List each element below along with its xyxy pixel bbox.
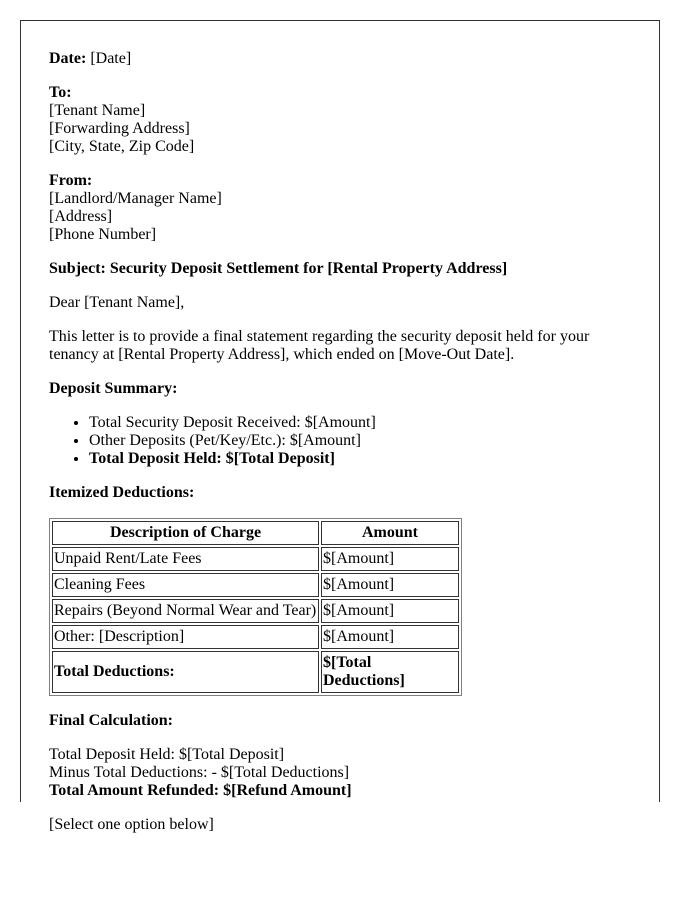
- charge-description: Unpaid Rent/Late Fees: [52, 547, 319, 571]
- table-row: [52, 599, 459, 623]
- forwarding-address: [Forwarding Address]: [49, 120, 190, 137]
- select-option-note: [Select one option below]: [49, 816, 214, 833]
- table-total-row: [52, 651, 459, 693]
- table-row: [52, 573, 459, 597]
- deposit-summary-heading: Deposit Summary:: [49, 380, 178, 397]
- charge-amount: $[Amount]: [321, 599, 459, 623]
- date-line: [49, 50, 631, 68]
- itemized-deductions-heading: Itemized Deductions:: [49, 484, 195, 501]
- table-row: [52, 625, 459, 649]
- landlord-phone: [Phone Number]: [49, 226, 157, 243]
- to-label: To:: [49, 84, 72, 101]
- final-calculation-heading: Final Calculation:: [49, 712, 174, 729]
- list-item: • Total Security Deposit Received: $[Amount]: [89, 414, 631, 432]
- intro-paragraph: This letter is to provide a final statement regarding the security deposit held for your tenancy at [Rental Property Address], which ended on [Move-Out Date].: [49, 328, 590, 363]
- charge-description: Repairs (Beyond Normal Wear and Tear): [52, 599, 319, 623]
- charge-description: Cleaning Fees: [52, 573, 319, 597]
- total-deductions-label: Total Deductions:: [52, 651, 319, 693]
- minus-deductions-line: Minus Total Deductions: - $[Total Deductions]: [49, 764, 350, 781]
- total-deposit-held-line: Total Deposit Held: $[Total Deposit]: [49, 746, 285, 763]
- charge-amount: $[Amount]: [321, 547, 459, 571]
- subject-line: Subject: Security Deposit Settlement for [Rental Property Address]: [49, 260, 508, 277]
- charge-amount: $[Amount]: [321, 573, 459, 597]
- landlord-address: [Address]: [49, 208, 113, 225]
- table-header-row: [52, 521, 459, 545]
- column-header-description: Description of Charge: [52, 521, 319, 545]
- tenant-city-state-zip: [City, State, Zip Code]: [49, 138, 195, 155]
- charge-description: Other: [Description]: [52, 625, 319, 649]
- charge-amount: $[Amount]: [321, 625, 459, 649]
- from-label: From:: [49, 172, 93, 189]
- total-refunded-line: Total Amount Refunded: $[Refund Amount]: [49, 782, 352, 799]
- date-label: Date:: [49, 50, 87, 67]
- deposit-summary-list: [49, 414, 631, 468]
- letter-page: [20, 20, 660, 833]
- total-deductions-amount: $[Total Deductions]: [321, 651, 459, 693]
- deductions-table: [49, 518, 462, 696]
- tenant-name: [Tenant Name]: [49, 102, 146, 119]
- table-row: [52, 547, 459, 571]
- landlord-name: [Landlord/Manager Name]: [49, 190, 222, 207]
- final-calculation-block: [49, 746, 631, 800]
- salutation: Dear [Tenant Name],: [49, 294, 185, 311]
- list-item-total: • Total Deposit Held: $[Total Deposit]: [89, 450, 631, 468]
- to-block: [49, 84, 631, 156]
- date-value: [Date]: [90, 50, 132, 67]
- column-header-amount: Amount: [321, 521, 459, 545]
- from-block: [49, 172, 631, 244]
- list-item: • Other Deposits (Pet/Key/Etc.): $[Amount]: [89, 432, 631, 450]
